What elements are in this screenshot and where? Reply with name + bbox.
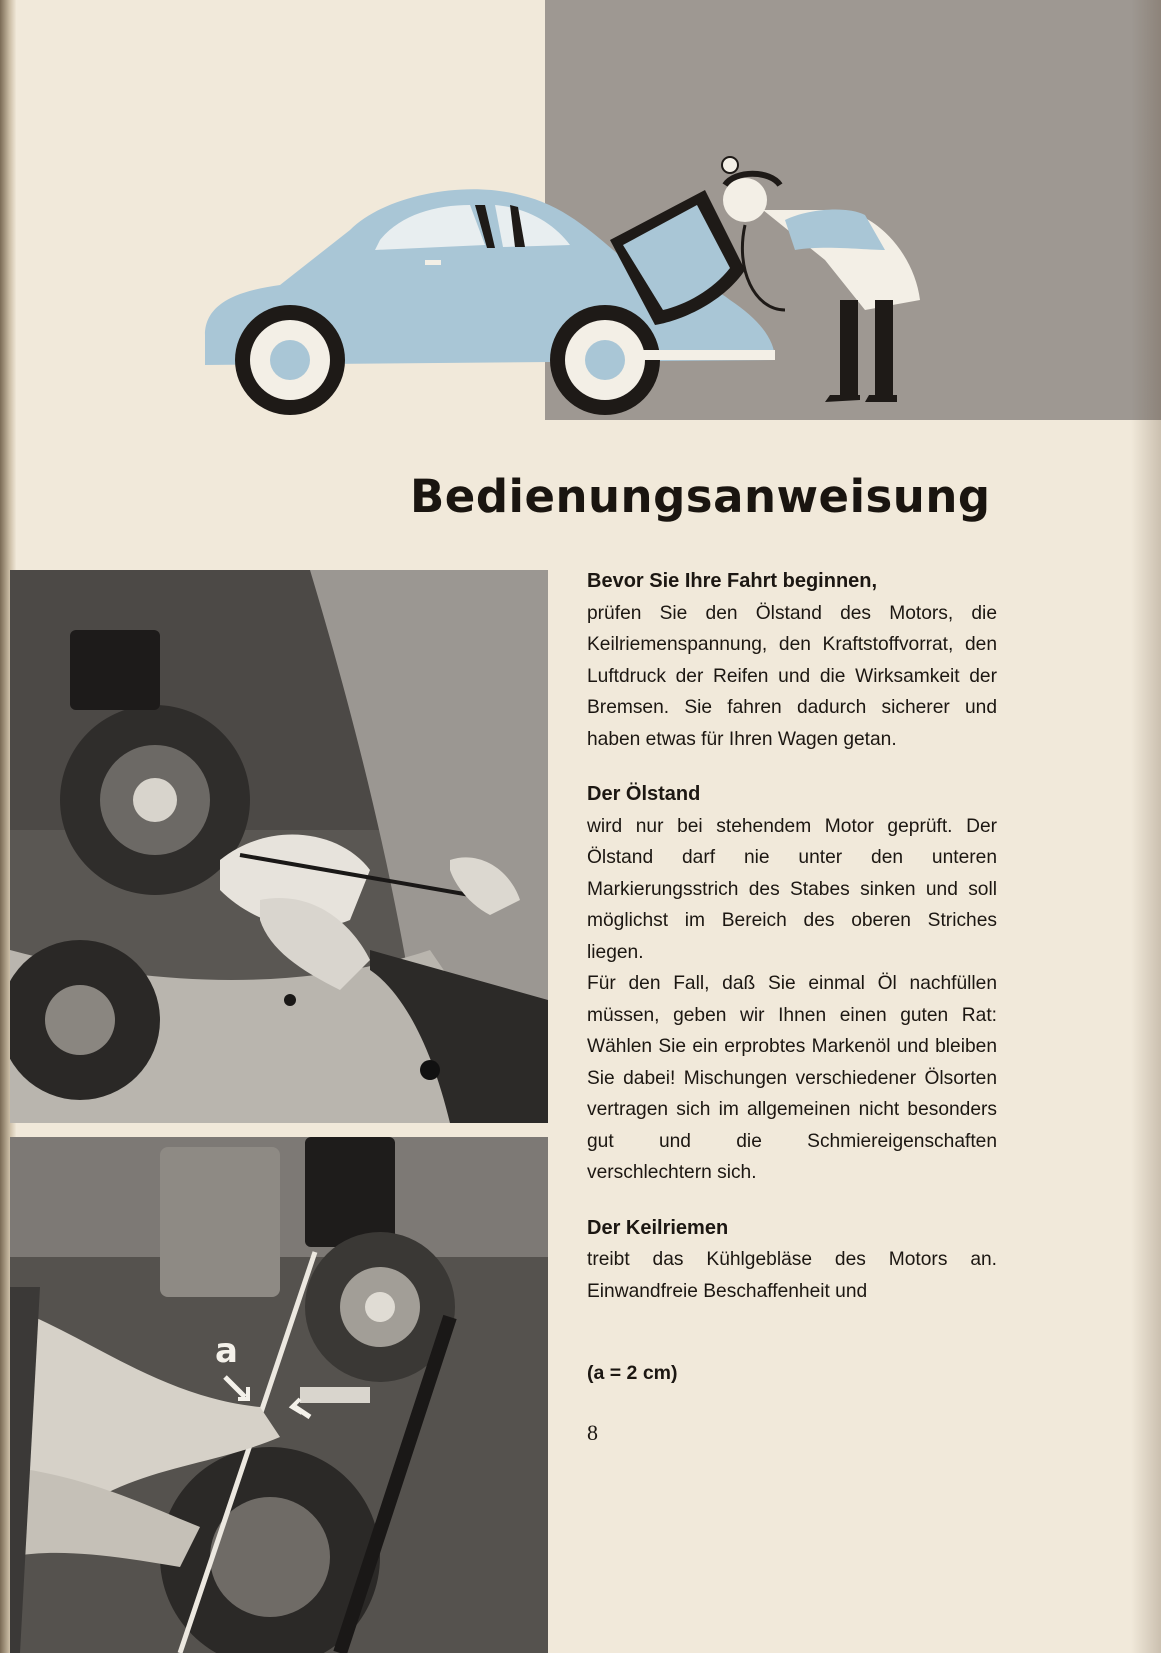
photo-label-a: a bbox=[215, 1331, 238, 1371]
section-body-oil-level: wird nur bei stehendem Motor geprüft. Der Ölstand darf nie unter den unteren Markierungsstrich des Stabes sinken und soll möglichst im Bereich des oberen Striches liegen. bbox=[587, 815, 997, 963]
page-title: Bedienungsanweisung bbox=[410, 470, 991, 523]
car-doctor-illustration bbox=[185, 150, 1015, 430]
section-body-oil-advice: Für den Fall, daß Sie einmal Öl nachfüllen müssen, geben wir Ihnen einen guten Rat: Wählen Sie ein erprobtes Markenöl und bleiben Sie dabei! Mischungen verschiedener Ölsorten vertragen sich im allgemeinen nicht besonders gut und die Schmiereigenschaften verschlechtern sich. bbox=[587, 973, 997, 1183]
photo-v-belt-tension bbox=[10, 1137, 548, 1653]
photo-caption: (a = 2 cm) bbox=[587, 1362, 678, 1384]
section-title-before-driving: Bevor Sie Ihre Fahrt beginnen, bbox=[587, 570, 878, 592]
section-body-v-belt: treibt das Kühlgebläse des Motors an. Einwandfreie Beschaffenheit und bbox=[587, 1249, 997, 1302]
page-number: 8 bbox=[587, 1420, 598, 1445]
instructions-text bbox=[587, 566, 997, 1331]
section-title-v-belt: Der Keilriemen bbox=[587, 1216, 729, 1239]
section-body-before-driving: prüfen Sie den Ölstand des Motors, die Keilriemenspannung, den Kraftstoffvorrat, den Luftdruck der Reifen und die Wirksamkeit der Bremsen. Sie fahren dadurch sicherer und haben etwas für Ihren Wagen getan. bbox=[587, 602, 997, 750]
section-title-oil-level: Der Ölstand bbox=[587, 783, 701, 805]
photo-oil-dipstick bbox=[10, 570, 548, 1123]
page-edge-shadow bbox=[1131, 0, 1161, 1653]
